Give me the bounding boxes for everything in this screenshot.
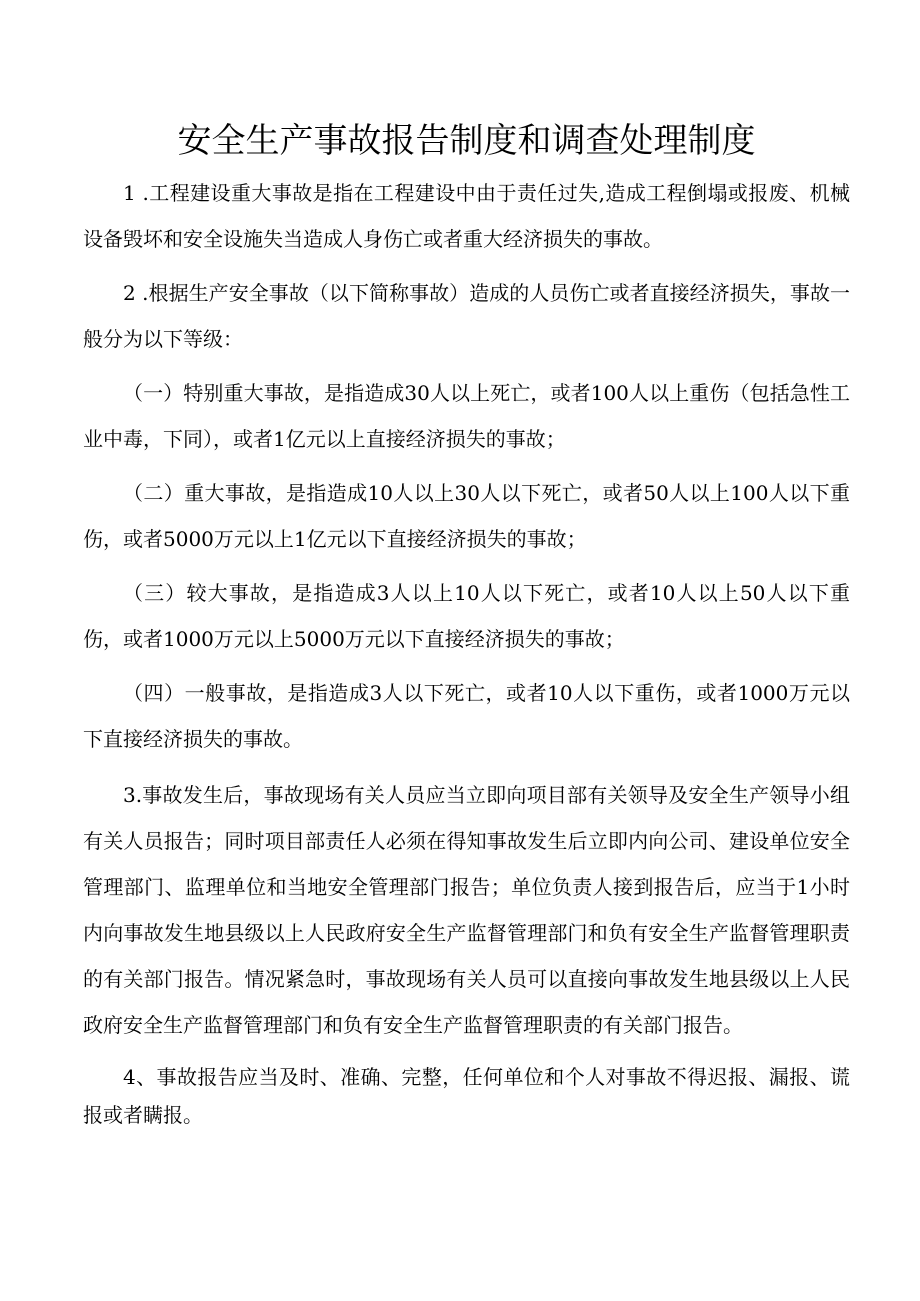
paragraph-accident-classification: 2 .根据生产安全事故（以下简称事故）造成的人员伤亡或者直接经济损失，事故一般分为以下等级： — [83, 281, 850, 351]
paragraph-reporting-procedure: 3.事故发生后，事故现场有关人员应当立即向项目部有关领导及安全生产领导小组有关人员报告；同时项目部责任人必须在得知事故发生后立即内向公司、建设单位安全管理部门、监理单位和当地安全管理部门报告；单位负责人接到报告后，应当于1小时内向事故发生地县级以上人民政府安全生产监督管理部门和负有安全生产监督管理职责的有关部门报告。情况紧急时，事故现场有关人员可以直接向事故发生地县级以上人民政府安全生产监督管理部门和负有安全生产监督管理职责的有关部门报告。 — [83, 783, 850, 1037]
paragraph-level-general: （四）一般事故，是指造成3人以下死亡，或者10人以下重伤，或者1000万元以下直接经济损失的事故。 — [83, 681, 850, 751]
document-title: 安全生产事故报告制度和调查处理制度 — [177, 121, 756, 161]
paragraph-level-especially-major: （一）特别重大事故，是指造成30人以上死亡，或者100人以上重伤（包括急性工业中毒，下同），或者1亿元以上直接经济损失的事故； — [83, 381, 850, 451]
paragraph-level-larger: （三）较大事故，是指造成3人以上10人以下死亡，或者10人以上50人以下重伤，或者1000万元以上5000万元以下直接经济损失的事故； — [83, 581, 850, 651]
paragraph-reporting-requirements: 4、事故报告应当及时、准确、完整，任何单位和个人对事故不得迟报、漏报、谎报或者瞒报。 — [83, 1065, 850, 1127]
paragraph-level-major: （二）重大事故，是指造成10人以上30人以下死亡，或者50人以上100人以下重伤，或者5000万元以上1亿元以下直接经济损失的事故； — [83, 481, 850, 551]
paragraph-major-accident-definition: 1 .工程建设重大事故是指在工程建设中由于责任过失,造成工程倒塌或报废、机械设备毁坏和安全设施失当造成人身伤亡或者重大经济损失的事故。 — [83, 181, 850, 251]
